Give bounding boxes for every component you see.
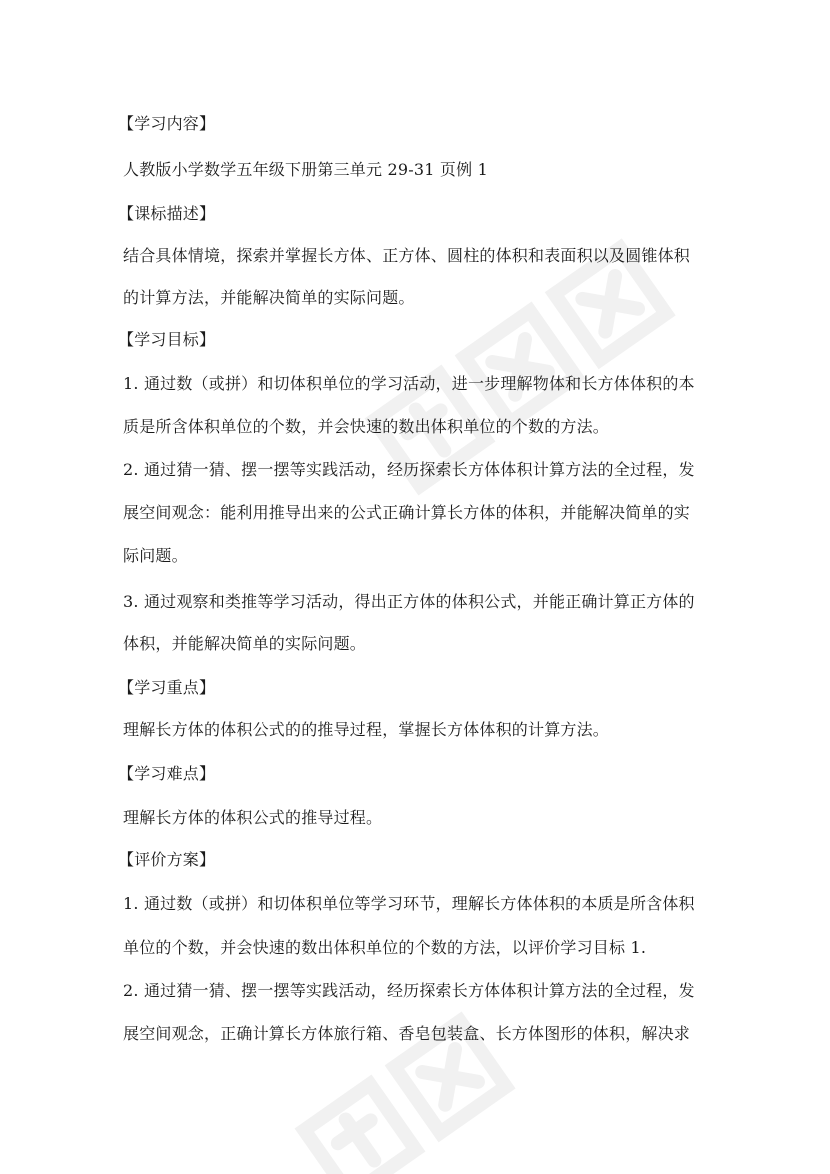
heading-learning-goals: 【学习目标】 bbox=[118, 330, 216, 349]
goal-2-line-3: 际问题。 bbox=[123, 546, 188, 565]
paragraph-key-points: 理解长方体的体积公式的的推导过程，掌握长方体体积的计算方法。 bbox=[123, 720, 610, 739]
goal-1-line-2: 质是所含体积单位的个数，并会快速的数出体积单位的个数的方法。 bbox=[123, 417, 610, 436]
evaluation-2-line-1: 2. 通过猜一猜、摆一摆等实践活动，经历探索长方体体积计算方法的全过程，发 bbox=[123, 981, 695, 1000]
goal-1-line-1: 1. 通过数（或拼）和切体积单位的学习活动，进一步理解物体和长方体体积的本 bbox=[123, 374, 695, 393]
goal-3-line-2: 体积，并能解决简单的实际问题。 bbox=[123, 634, 367, 653]
heading-key-points: 【学习重点】 bbox=[118, 678, 216, 697]
evaluation-1-line-1: 1. 通过数（或拼）和切体积单位等学习环节，理解长方体体积的本质是所含体积 bbox=[123, 894, 695, 913]
goal-2-line-2: 展空间观念：能利用推导出来的公式正确计算长方体的体积，并能解决简单的实 bbox=[123, 503, 691, 522]
evaluation-2-line-2: 展空间观念，正确计算长方体旅行箱、香皂包装盒、长方体图形的体积，解决求 bbox=[123, 1024, 691, 1043]
evaluation-1-line-2: 单位的个数，并会快速的数出体积单位的个数的方法，以评价学习目标 1. bbox=[123, 938, 647, 957]
goal-2-line-1: 2. 通过猜一猜、摆一摆等实践活动，经历探索长方体体积计算方法的全过程，发 bbox=[123, 460, 695, 479]
paragraph-textbook-reference: 人教版小学数学五年级下册第三单元 29-31 页例 1 bbox=[123, 160, 488, 179]
heading-curriculum-description: 【课标描述】 bbox=[118, 204, 216, 223]
paragraph-curriculum-line-1: 结合具体情境，探索并掌握长方体、正方体、圆柱的体积和表面积以及圆锥体积 bbox=[123, 246, 691, 265]
paragraph-curriculum-line-2: 的计算方法，并能解决简单的实际问题。 bbox=[123, 288, 415, 307]
heading-difficult-points: 【学习难点】 bbox=[118, 764, 216, 783]
heading-learning-content: 【学习内容】 bbox=[118, 114, 216, 133]
goal-3-line-1: 3. 通过观察和类推等学习活动，得出正方体的体积公式，并能正确计算正方体的 bbox=[123, 592, 695, 611]
heading-evaluation-plan: 【评价方案】 bbox=[118, 850, 216, 869]
paragraph-difficult-points: 理解长方体的体积公式的推导过程。 bbox=[123, 808, 383, 827]
